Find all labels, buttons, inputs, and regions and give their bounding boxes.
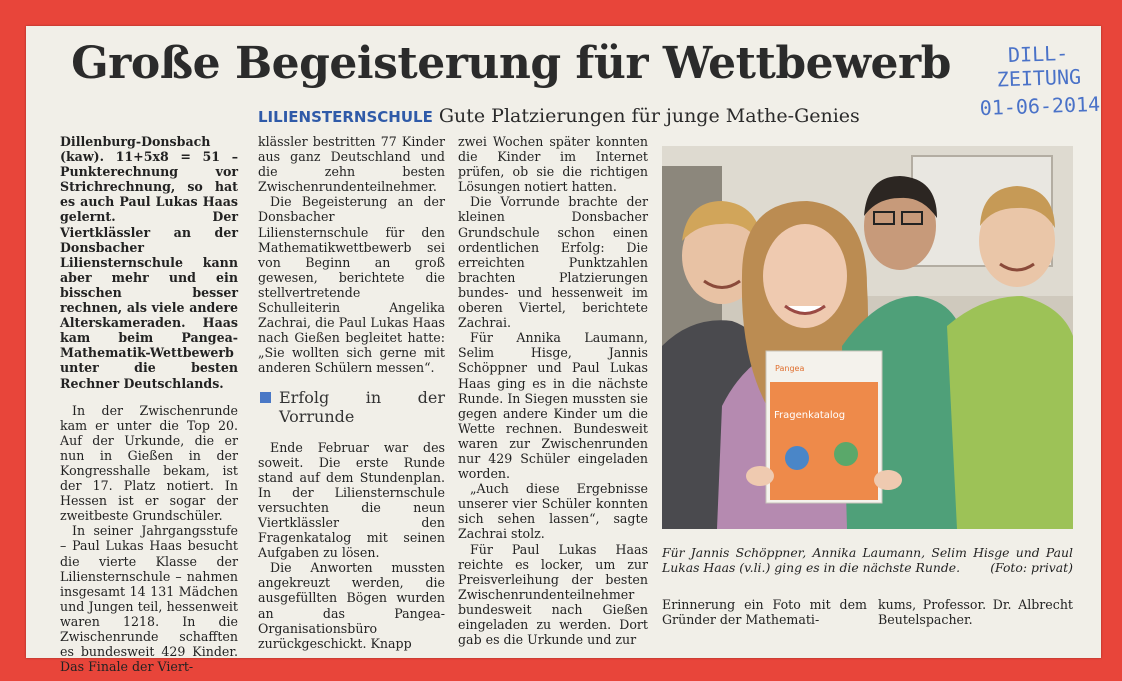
paragraph: Ende Februar war des soweit. Die erste Runde stand auf dem Stundenplan. In der Liliensternschule versuchten die neun Viertklässler den Fragenkatalog mit seinen Aufgaben zu lösen. [258,439,445,561]
paragraph: Die Anworten mussten angekreuzt werden, die ausgefüllten Bögen wurden an das Pangea-Organisationsbüro zurückgeschickt. Knapp [258,560,445,651]
subhead-text: Erfolg in der Vorrunde [279,387,445,426]
photo-caption [662,545,1073,575]
paragraph: klässler bestritten 77 Kinder aus ganz Deutschland und die zehn besten Zwischenrundenteilnehmer. [258,134,445,195]
blue-square-icon [260,392,271,403]
paragraph: In seiner Jahrgangsstufe – Paul Lukas Haas besucht die vierte Klasse der Liliensternschule – nahmen insgesamt 14 131 Mädchen und Jungen teil, hessenweit waren 1218. In die Zwischenrunde schafften es bundesweit 429 Kinder. Das Finale der Viert- [60,523,238,675]
newspaper-clipping [26,26,1101,675]
handwritten-line-2: ZEITUNG [996,64,1082,92]
bottom-text-right: kums, Professor. Dr. Albrecht Beutelspacher. [878,597,1073,627]
article-photo [662,146,1073,529]
subheadline: Gute Platzierungen für junge Mathe-Genies [438,105,860,127]
booklet-brand: Pangea [775,364,805,373]
paragraph: Die Begeisterung an der Donsbacher Liliensternschule für den Mathematikwettbewerb sei von Beginn an groß gewesen, berichtete die stellvertretende Schulleiterin Angelika Zachrai, die Paul Lukas Haas nach Gießen begleitet hatte: „Sie wollten sich gerne mit anderen Schülern messen“. [258,194,445,376]
paragraph: Die Vorrunde brachte der kleinen Donsbacher Grundschule schon einen ordentlichen Erfolg: Die erreichten Punktzahlen brachten Platzierungen bundes- und hessenweit im oberen Viertel, berichtete Zachrai. [458,194,648,331]
kicker-label: LILIENSTERNSCHULE [258,108,433,126]
handwritten-note [977,40,1102,120]
paragraph: Für Paul Lukas Haas reichte es locker, um zur Preisverleihung der besten Zwischenrundenteilnehmer bundesweit nach Gießen eingeladen zu werden. Dort gab es die Urkunde und zur [458,541,648,648]
section-subhead [258,388,445,426]
handwritten-date: 01-06-2014 [979,91,1101,121]
paragraph: In der Zwischenrunde kam er unter die Top 20. Auf der Urkunde, die er nun in Gießen in der Kongresshalle bekam, ist der 17. Platz notiert. In Hessen ist er sogar der zweitbeste Grundschüler. [60,402,238,524]
paragraph: zwei Wochen später konnten die Kinder im Internet prüfen, ob sie die richtigen Lösungen notiert hatten. [458,134,648,195]
booklet [766,351,882,503]
caption-text: Für Jannis Schöppner, Annika Laumann, Selim Hisge und Paul Lukas Haas (v.li.) ging es in die nächste Runde. [662,545,1073,575]
photo-credit: (Foto: privat) [990,560,1073,575]
paragraph: Für Annika Laumann, Selim Hisge, Jannis Schöppner und Paul Lukas Haas ging es in die nächste Runde. In Siegen mussten sie gegen andere Kinder um die Wette rechnen. Bundesweit waren zur Zwischenrunden nur 429 Schüler eingeladen worden. [458,330,648,482]
handwritten-line-1: DILL- [1007,40,1069,68]
subheadline-row [258,105,860,127]
article-column-3 [458,134,648,647]
booklet-title: Fragenkatalog [774,410,846,421]
lead-paragraph: Dillenburg-Donsbach (kaw). 11+5x8 = 51 – Punkterechnung vor Strichrechnung, so hat es auch Paul Lukas Haas gelernt. Der Viertklässler an der Donsbacher Liliensternschule kann aber mehr und ein bisschen besser rechnen, als viele andere Alterskameraden. Haas kam beim Pangea-Mathematik-Wettbewerb unter die besten Rechner Deutschlands. [60,134,238,391]
headline: Große Begeisterung für Wettbewerb [71,38,951,89]
bottom-text-left: Erinnerung ein Foto mit dem Gründer der Mathemati- [662,597,867,627]
photo-illustration [662,146,1073,529]
paragraph: „Auch diese Ergebnisse unserer vier Schüler konnten sich sehen lassen“, sagte Zachrai stolz. [458,481,648,542]
article-column-1 [60,134,238,674]
article-column-2 [258,134,445,651]
